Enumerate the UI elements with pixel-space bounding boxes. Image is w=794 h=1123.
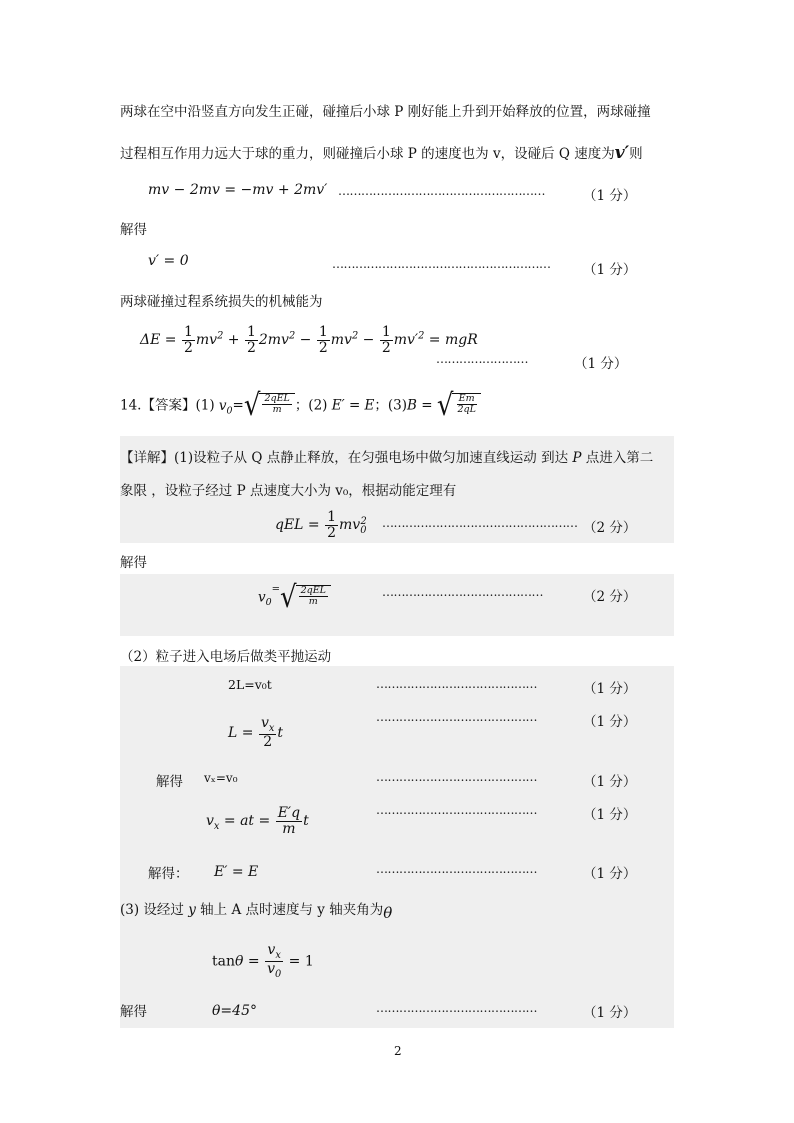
eq3-lhs: ΔE = <box>140 332 181 349</box>
score-8: （1 分） <box>583 774 637 790</box>
sqrt-B-answer: √ $\frac{Em}{2qL}$ <box>437 393 481 419</box>
equation-v-prime: v′ = 0 <box>148 253 189 269</box>
label-jiede-2: 解得 <box>120 555 147 571</box>
frac-vx-v0: $\frac{v_x}{v_0}$ <box>267 942 282 980</box>
detail-line-1 <box>120 446 653 466</box>
para-energy-loss: 两球碰撞过程系统损失的机械能为 <box>120 294 323 310</box>
detail-shade-2 <box>120 574 674 636</box>
part-2-heading: （2）粒子进入电场后做类平抛运动 <box>120 649 332 665</box>
score-7: （1 分） <box>583 714 637 730</box>
part-3-y-axis: y <box>188 902 196 918</box>
score-1: （1 分） <box>583 188 637 204</box>
para-line-1: 两球在空中沿竖直方向发生正碰，碰撞后小球 P 刚好能上升到开始释放的位置，两球碰撞 <box>120 104 651 120</box>
answer-v0: $v_0$ <box>218 397 233 417</box>
score-3: （1 分） <box>574 356 628 372</box>
leader-dots-5: …………………………………… <box>382 585 543 599</box>
leader-dots-7: …………………………………… <box>376 710 537 724</box>
score-12: （1 分） <box>583 1005 637 1021</box>
para-line-2-end: 则 <box>629 146 643 162</box>
equation-L: L = $\frac{v_x}{2}$ t <box>228 715 284 751</box>
leader-dots-6: …………………………………… <box>376 677 537 691</box>
sqrt-v0-detail: √ $\frac{\text{2qEL}}{m}$ <box>280 585 331 611</box>
answer-E: E′ = E <box>331 397 375 414</box>
leader-dots-2: ………………………………………………… <box>332 257 551 271</box>
score-6: （1 分） <box>583 681 637 697</box>
frac-half-2: $\frac{1}{2}$ <box>246 324 256 356</box>
part-3-text: 轴上 A 点时速度与 y 轴夹角为 <box>200 902 384 918</box>
detail-point-P: P <box>572 450 582 466</box>
equation-E-prime: E′ = E <box>214 864 259 880</box>
equation-momentum: mv − 2mv = −mv + 2mv′ <box>148 182 328 198</box>
page-number: 2 <box>394 1044 402 1058</box>
label-jiede-5: 解得 <box>120 1004 147 1020</box>
equation-theta: θ=45° <box>212 1003 257 1019</box>
equation-v0: $v_0^=$ √ $\frac{\text{2qEL}}{m}$ <box>258 585 331 611</box>
frac-half-4: $\frac{1}{2}$ <box>381 324 391 356</box>
leader-dots-1: ……………………………………………… <box>338 184 545 198</box>
leader-dots-9: …………………………………… <box>376 803 537 817</box>
score-5: （2 分） <box>583 589 637 605</box>
score-9: （1 分） <box>583 807 637 823</box>
label-jiede-4: 解得： <box>148 866 189 882</box>
leader-dots-8: …………………………………… <box>376 770 537 784</box>
frac-half-5: $\frac{1}{2}$ <box>327 509 337 541</box>
detail-line-1-end: 点进入第二 <box>585 450 654 466</box>
detail-line-1-text: 【详解】(1)设粒子从 Q 点静止释放，在匀强电场中做匀加速直线运动 到达 <box>120 450 569 466</box>
answer-sep-1: ；(2) <box>294 397 328 414</box>
leader-dots-3: …………………… <box>436 352 528 366</box>
detail-line-2: 象限 ，设粒子经过 P 点速度大小为 v₀，根据动能定理有 <box>120 483 457 499</box>
equation-energy-loss: ΔE = $\frac{1}{2}$ $mv^2$ + $\frac{1}{2}$ $2mv^2$ − $\frac{1}{2}$ $mv^2$ − $\frac{1}{2}$ $mv'^2$ = mgR <box>140 324 478 356</box>
equation-2L: 2L=v₀t <box>228 677 272 692</box>
eq4-rhs: mv <box>339 517 361 534</box>
frac-vx-2: $\frac{v_x}{2}$ <box>260 715 275 751</box>
leader-dots-10: …………………………………… <box>376 862 537 876</box>
para-line-2 <box>120 142 643 163</box>
leader-dots-12: …………………………………… <box>376 1001 537 1015</box>
score-2: （1 分） <box>583 262 637 278</box>
part-3-label: (3) 设经过 <box>120 902 184 918</box>
sqrt-v0-answer: √ $\frac{\text{2qEL}}{m}$ <box>244 393 295 419</box>
score-4: （2 分） <box>583 520 637 536</box>
para-line-2-text: 过程相互作用力远大于球的重力，则碰撞后小球 P 的速度也为 v，设碰后 Q 速度为 <box>120 146 615 162</box>
theta-symbol: θ <box>383 904 393 922</box>
answer-label: 14.【答案】(1) <box>120 397 215 414</box>
label-jiede-1: 解得 <box>120 222 147 238</box>
equation-vx-v0: vₓ=v₀ <box>204 771 238 785</box>
eq3-rhs: = mgR <box>424 332 478 349</box>
equation-tan-theta: tanθ = $\frac{v_x}{v_0}$ = 1 <box>212 942 314 980</box>
frac-half-1: $\frac{1}{2}$ <box>183 324 193 356</box>
v-prime-symbol: v′ <box>614 143 630 163</box>
frac-Eq-m: $\frac{E'q}{m}$ <box>277 805 301 837</box>
equation-kinetic: qEL = $\frac{1}{2}$ $mv_0^2$ <box>275 509 367 541</box>
answer-B: B = <box>407 397 433 414</box>
label-jiede-3: 解得 <box>156 774 183 790</box>
leader-dots-4: …………………………………………… <box>382 516 578 530</box>
frac-half-3: $\frac{1}{2}$ <box>318 324 328 356</box>
score-10: （1 分） <box>583 866 637 882</box>
equation-vx-at: $v_x$ = at = $\frac{E'q}{m}$ t <box>206 805 309 837</box>
part-3-heading <box>120 898 393 922</box>
eq4-lhs: qEL = <box>275 517 325 534</box>
answer-line: 14.【答案】(1) $v_0=$ √ $\frac{\text{2qEL}}{m}$ ；(2) E′ = E；(3)B = √ $\frac{Em}{2qL}$ <box>120 393 481 419</box>
answer-sep-2: ；(3) <box>374 397 408 414</box>
